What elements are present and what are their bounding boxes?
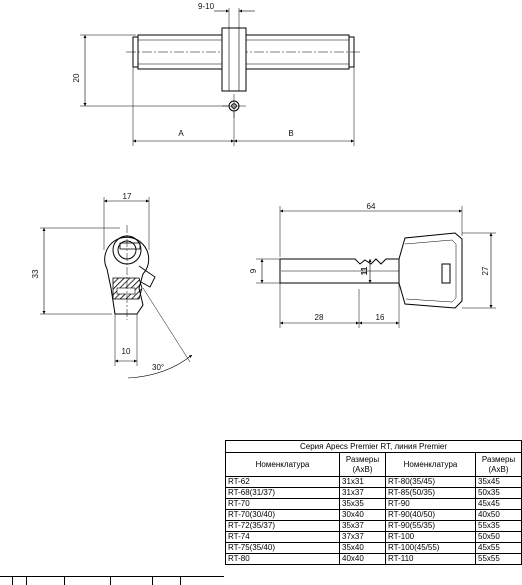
header-size-2: Размеры (АхВ) [476,453,522,477]
row-size: 35x45 [476,477,522,488]
table-row [226,499,522,510]
row-name: RT-100(45/55) [386,543,476,554]
front-view [80,8,362,146]
row-name: RT-90(40/50) [386,510,476,521]
dim-b: B [288,129,294,138]
row-name: RT-68(31/37) [226,488,340,499]
row-name: RT-70 [226,499,340,510]
dim-27: 27 [481,266,490,276]
dim-height-20: 20 [72,73,81,83]
key-view [256,206,496,328]
row-size: 30x40 [340,510,386,521]
row-size: 40x50 [476,510,522,521]
table-row [226,532,522,543]
row-name: RT-74 [226,532,340,543]
dim-a: A [178,129,184,138]
table-row [226,488,522,499]
table-row [226,543,522,554]
cam-slot [222,28,246,91]
row-size: 55x55 [476,554,522,565]
dim-9: 9 [249,268,258,274]
key-head [399,233,462,308]
row-size: 40x40 [340,554,386,565]
dim-64: 64 [366,202,376,211]
dim-33: 33 [31,269,40,279]
table-title: Серия Apecs Premier RT, линия Premier [226,441,522,453]
dim-17: 17 [122,192,132,201]
row-name: RT-90 [386,499,476,510]
table-row [226,510,522,521]
row-size: 45x55 [476,543,522,554]
row-name: RT-72(35/37) [226,521,340,532]
row-name: RT-70(30/40) [226,510,340,521]
row-size: 45x45 [476,499,522,510]
header-name-2: Номенклатура [386,453,476,477]
row-size: 35x37 [340,521,386,532]
row-size: 35x35 [340,499,386,510]
section-view [40,197,192,378]
key-hole [442,264,450,283]
row-name: RT-80(35/45) [386,477,476,488]
row-name: RT-85(50/35) [386,488,476,499]
dim-16: 16 [375,313,385,322]
dim-10: 10 [121,347,131,356]
row-size: 50x50 [476,532,522,543]
row-name: RT-80 [226,554,340,565]
dim-width-range: 9-10 [198,2,215,11]
row-name: RT-62 [226,477,340,488]
header-name-1: Номенклатура [226,453,340,477]
row-size: 31x31 [340,477,386,488]
row-size: 31x37 [340,488,386,499]
specification-table [225,440,522,565]
row-name: RT-110 [386,554,476,565]
dim-angle: 30° [152,363,165,372]
table-row [226,554,522,565]
row-size: 50x35 [476,488,522,499]
row-name: RT-75(35/40) [226,543,340,554]
row-size: 37x37 [340,532,386,543]
table-body [226,477,522,565]
dim-28: 28 [314,313,324,322]
row-size: 35x40 [340,543,386,554]
row-size: 55x35 [476,521,522,532]
table-row [226,521,522,532]
header-size-1: Размеры (АхВ) [340,453,386,477]
table-row [226,477,522,488]
row-name: RT-100 [386,532,476,543]
row-name: RT-90(55/35) [386,521,476,532]
dim-11: 11 [360,266,369,276]
